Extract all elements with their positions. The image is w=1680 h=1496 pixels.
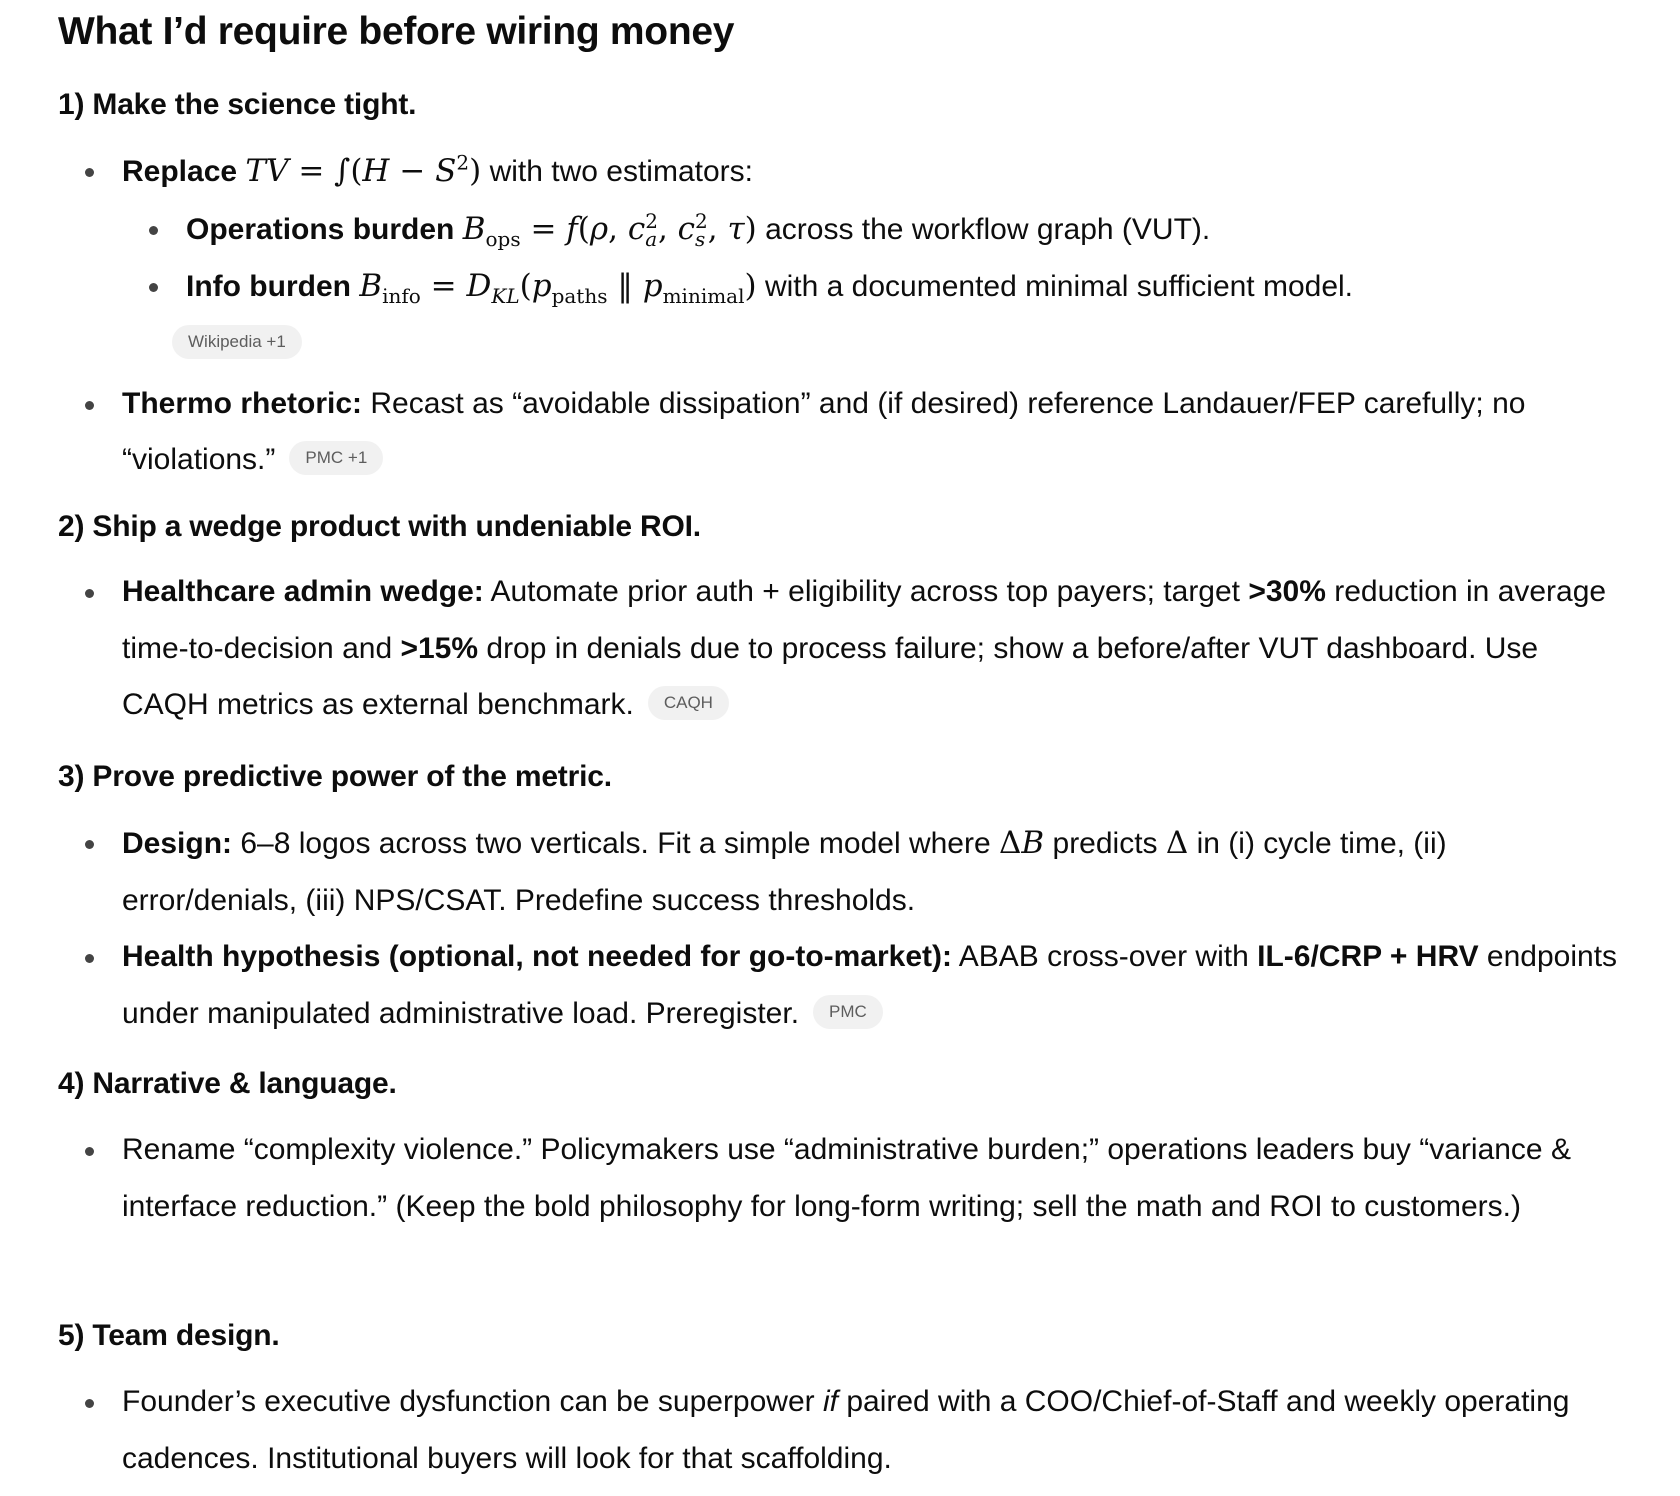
bold-text: >30% [1248, 575, 1326, 608]
math-symbol: H [362, 153, 390, 189]
section-heading-5: 5) Team design. [58, 1319, 280, 1352]
math-symbol: ‖ [607, 268, 643, 304]
citation-pill[interactable]: Wikipedia +1 [172, 325, 302, 359]
section-list-5 [122, 1374, 1622, 1487]
bold-text: Design: [122, 827, 233, 860]
math-symbol: , [657, 210, 678, 247]
math-formula [359, 268, 757, 309]
math-superscript: 2 [645, 209, 658, 233]
math-formula [999, 825, 1044, 861]
text: paired with a COO/Chief-of-Staff and weekly operating cadences. Institutional buyers will look for that scaffolding. [122, 1385, 1570, 1475]
math-subscript: a [645, 227, 658, 251]
math-formula [462, 209, 757, 251]
math-subscript: KL [491, 284, 520, 309]
math-symbol: = ∫( [288, 153, 363, 189]
italic-text: if [822, 1385, 838, 1418]
section-heading-2: 2) Ship a wedge product with undeniable ROI. [58, 510, 701, 543]
section-heading-3: 3) Prove predictive power of the metric. [58, 760, 612, 793]
bold-text: Health hypothesis (optional, not needed for go-to-market): [122, 940, 953, 973]
math-symbol: ( [519, 268, 532, 304]
math-symbol: ( [577, 210, 590, 247]
math-subscript: minimal [662, 284, 745, 309]
list-item [122, 1374, 1622, 1487]
math-subscript: info [382, 284, 421, 309]
citation-pill[interactable]: PMC [813, 995, 883, 1029]
math-symbol: , [707, 210, 728, 247]
math-superscript: 2 [456, 150, 470, 175]
math-symbol: ) [744, 210, 757, 247]
math-symbol: p [642, 268, 663, 304]
math-symbol: B [359, 268, 383, 304]
math-symbol: Δ [1165, 825, 1189, 861]
math-superscript: 2 [695, 209, 708, 233]
list-item [122, 815, 1622, 929]
math-symbol: − [389, 153, 436, 189]
list-item [122, 1122, 1622, 1235]
citation-pill[interactable]: PMC +1 [289, 441, 383, 475]
math-symbol: = [420, 268, 467, 304]
math-symbol: τ [727, 210, 745, 247]
text: Founder’s executive dysfunction can be superpower [122, 1385, 823, 1418]
bold-text: Replace [122, 155, 246, 188]
bold-text: >15% [400, 631, 479, 665]
math-symbol: f [566, 210, 578, 247]
citation-pill[interactable]: CAQH [648, 686, 729, 720]
math-symbol: ) [469, 153, 482, 189]
section-heading-4: 4) Narrative & language. [58, 1067, 397, 1100]
bold-text: Healthcare admin wedge: [122, 575, 484, 608]
text: with two estimators: [481, 155, 753, 188]
list-item [122, 376, 1622, 489]
math-subscript: paths [551, 284, 608, 309]
math-symbol: B [462, 210, 486, 247]
text: ABAB cross-over with [952, 940, 1258, 973]
math-subscript: s [695, 227, 706, 251]
text: endpoints under manipulated administrative load. Preregister. [122, 940, 1618, 1030]
math-symbol: ) [744, 268, 757, 304]
math-scripts [695, 209, 708, 251]
list-item [122, 143, 1622, 201]
section-list-4 [122, 1122, 1622, 1235]
text: Rename “complexity violence.” Policymakers use “administrative burden;” operations leaders buy “variance & interface reduction.” (Keep the bold philosophy for long-form writing; sell the math and ROI to customers.) [122, 1133, 1571, 1223]
math-symbol: = [520, 210, 567, 247]
bold-text: Operations burden [186, 212, 463, 246]
math-symbol: ρ [589, 210, 609, 247]
math-symbol: D [466, 268, 492, 304]
section-list-3 [122, 815, 1622, 1042]
text: Automate prior auth + eligibility across top payers; target [483, 575, 1249, 608]
math-symbol: p [531, 268, 552, 304]
text: drop in denials due to process failure; show a before/after VUT dashboard. Use CAQH metrics as external benchmark. [122, 631, 1539, 721]
bold-text: IL-6/CRP + HRV [1257, 940, 1479, 973]
text: in (i) cycle time, (ii) error/denials, (iii) NPS/CSAT. Predefine success thresholds. [122, 827, 1447, 917]
math-symbol: TV [245, 153, 289, 189]
math-formula [245, 150, 482, 189]
section-list-2 [122, 564, 1622, 734]
bold-text: Info burden [186, 270, 360, 303]
sub-list-item [186, 201, 1622, 259]
text: 6–8 logos across two verticals. Fit a simple model where [232, 827, 999, 860]
math-subscript: ops [485, 226, 521, 251]
math-symbol: Δ [999, 825, 1022, 861]
sub-list-item [186, 258, 1622, 316]
citation-row [172, 316, 1622, 376]
text: Recast as “avoidable dissipation” and (if desired) reference Landauer/FEP carefully; no “violations.” [122, 386, 1526, 476]
text: reduction in average time-to-decision and [122, 575, 1607, 665]
math-symbol: c [627, 210, 646, 247]
list-item [122, 929, 1622, 1042]
text: with a documented minimal sufficient model. [756, 270, 1354, 303]
page-title: What I’d require before wiring money [58, 10, 735, 53]
math-scripts [645, 209, 658, 251]
section-list-1 [122, 143, 1622, 489]
list-item [122, 564, 1622, 734]
math-symbol: c [677, 210, 696, 247]
math-symbol: , [608, 210, 628, 247]
math-symbol: S [435, 153, 457, 189]
text: across the workflow graph (VUT). [756, 212, 1211, 246]
bold-text: Thermo rhetoric: [122, 386, 363, 420]
text: predicts [1044, 827, 1166, 860]
math-formula [1166, 825, 1188, 861]
math-symbol: B [1021, 825, 1045, 861]
section-heading-1: 1) Make the science tight. [58, 88, 417, 121]
